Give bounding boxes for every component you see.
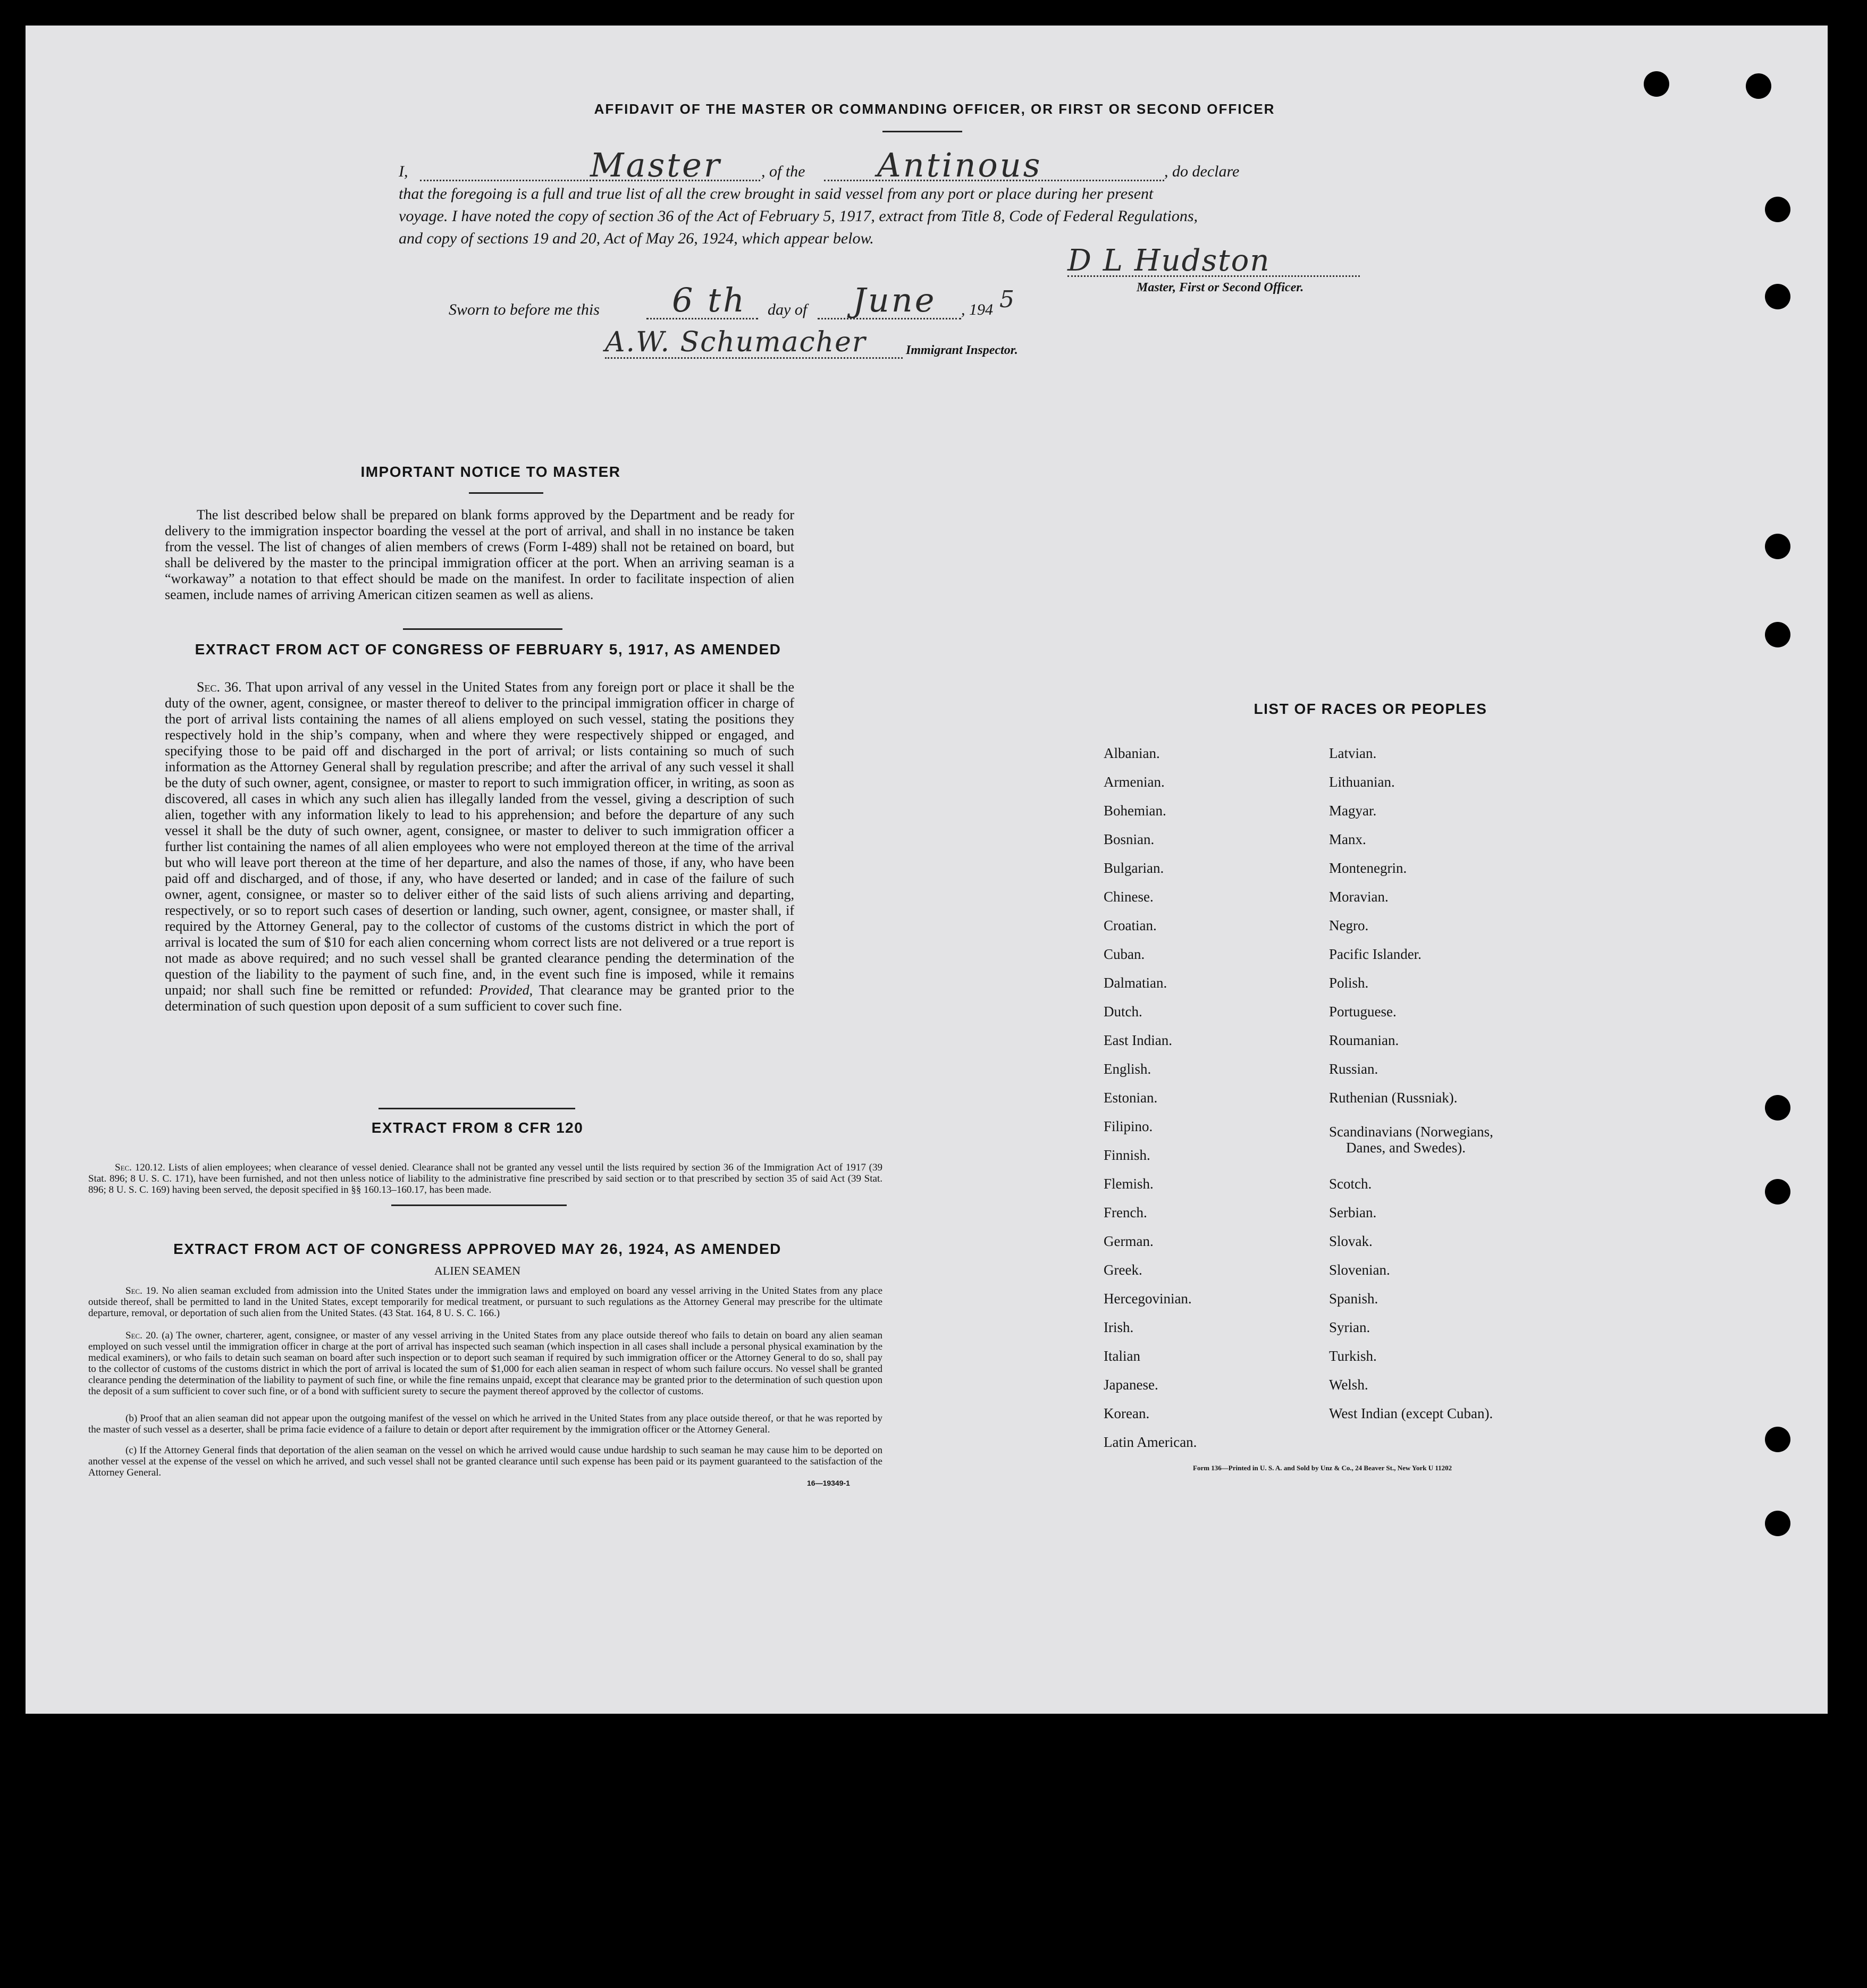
punch-hole <box>1765 197 1790 222</box>
divider <box>391 1204 567 1206</box>
pronoun: I, <box>399 163 408 180</box>
declaration-line-2: that the foregoing is a full and true list of all the crew brought in said vessel from any port or place during her present <box>399 185 1154 203</box>
of-the-label: , of the <box>761 163 805 180</box>
race-item: Polish. <box>1329 975 1369 991</box>
section-label: Sec. 19. <box>125 1285 159 1296</box>
cfr-text <box>88 1162 882 1195</box>
race-item: Dalmatian. <box>1104 975 1167 991</box>
officer-title-handwritten: Master <box>590 146 722 184</box>
declaration-line-3: voyage. I have noted the copy of section 36 of the Act of February 5, 1917, extract from Title 8, Code of Federal Regulations, <box>399 207 1198 225</box>
punch-hole <box>1765 284 1790 309</box>
sworn-prefix: Sworn to before me this <box>449 301 600 318</box>
race-item: Montenegrin. <box>1329 860 1407 876</box>
race-item: Syrian. <box>1329 1319 1370 1335</box>
officer-signature: D L Hudston <box>1067 243 1271 278</box>
declaration-line-4: and copy of sections 19 and 20, Act of May 26, 1924, which appear below. <box>399 230 874 247</box>
race-item: East Indian. <box>1104 1032 1172 1048</box>
inspector-caption: Immigrant Inspector. <box>906 343 1018 357</box>
race-item: West Indian (except Cuban). <box>1329 1405 1493 1421</box>
punch-hole <box>1765 622 1790 647</box>
race-item: Estonian. <box>1104 1090 1158 1106</box>
race-item: Slovak. <box>1329 1233 1373 1249</box>
race-item: Moravian. <box>1329 889 1389 905</box>
divider <box>469 492 543 494</box>
race-item: Latvian. <box>1329 745 1377 761</box>
section-19-text <box>88 1285 882 1319</box>
race-item: Croatian. <box>1104 917 1157 933</box>
race-item: Portuguese. <box>1329 1004 1397 1020</box>
divider <box>882 131 962 132</box>
section-20b-text: (b) Proof that an alien seaman did not appear upon the outgoing manifest of the vessel on which he arrived in the United States from any place outside thereof, or that he was reported by the master of such vessel as a deserter, shall be prima facie evidence of a failure to detain or deport after requirement by the immigration officer or the Attorney General. <box>88 1413 882 1435</box>
race-item: Scandinavians (Norwegians, <box>1329 1124 1493 1140</box>
race-item: Dutch. <box>1104 1004 1142 1020</box>
day-of-label: day of <box>768 301 808 318</box>
declaration-line-1 <box>399 148 1462 190</box>
punch-hole <box>1644 71 1669 97</box>
alien-seamen-subheading: ALIEN SEAMEN <box>434 1264 520 1277</box>
section-label: Sec. 36. <box>197 679 242 695</box>
race-item: Scotch. <box>1329 1176 1372 1192</box>
race-item: Filipino. <box>1104 1118 1153 1134</box>
section-body: No alien seaman excluded from admission into the United States under the immigration laws and employed on board any vessel arriving in the United States from any place outside thereof, shall be permitted to land in the United States, except temporarily for medical treatment, or pursuant to such regulations as the Attorney General may prescribe for the ultimate departure, removal, or deportation of such alien from the United States. (43 Stat. 164, 8 U. S. C. 166.) <box>88 1285 883 1319</box>
signature-line <box>605 357 903 359</box>
day-handwritten: 6 th <box>672 281 746 319</box>
race-item: Cuban. <box>1104 946 1145 962</box>
race-item: Japanese. <box>1104 1377 1158 1393</box>
section-body: That upon arrival of any vessel in the United States from any foreign port or place it shall be the duty of the owner, agent, consignee, or master thereof to deliver to the principal immigration officer in charge of the port of arrival lists containing the names of all aliens employed on such vessel, stating the positions they respectively hold in the ship’s company, when and where they were respectively shipped or engaged, and specifying those to be paid off and discharged in the port of arrival; or lists containing so much of such information as the Attorney General shall by regulation prescribe; and after the arrival of any such vessel it shall be the duty of such owner, agent, consignee, or master to report to such immigration officer, in writing, as soon as discovered, all cases in which any such alien has illegally landed from the vessel, giving a description of such alien, together with any information likely to lead to his apprehension; and before the departure of any such vessel it shall be the duty of such owner, agent, consignee, or master to deliver to such immigration officer a further list containing the names of all alien employees who were not employed thereon at the time of the arrival but who will leave port thereon at the time of her departure, and also the names of those, if any, who have been paid off and discharged, and of those, if any, who have deserted or landed; and in case of the failure of such owner, agent, consignee, or master so to deliver either of the said lists of such aliens arriving and departing, respectively, or so to report such cases of desertion or landing, such owner, agent, consignee, or master shall, if required by the Attorney General, pay to the collector of customs of the customs district in which the port of arrival is located the sum of $10 for each alien concerning whom correct lists are not delivered or a true report is not made as above required; and no such vessel shall be granted clearance pending the determination of the question of the liability to the payment of such fine, and, in the event such fine is imposed, while it remains unpaid; nor shall such fine be remitted or refunded: <box>165 679 795 998</box>
race-item: French. <box>1104 1204 1147 1220</box>
section-body: Lists of alien employees; when clearance of vessel denied. Clearance shall not be granted any vessel until the lists required by section 36 of the Immigration Act of 1917 (39 Stat. 896; 8 U. S. C. 171), have been furnished, and not then unless notice of liability to the administrative fine prescribed by said section or to that prescribed by section 35 of said Act (39 Stat. 896; 8 U. S. C. 169) having been served, the deposit specified in §§ 160.13–160.17, has been made. <box>88 1162 882 1195</box>
sworn-line <box>449 275 1140 318</box>
section-label: Sec. 20. <box>125 1330 158 1341</box>
section-20c-text: (c) If the Attorney General finds that deportation of the alien seaman on the vessel on which he arrived would cause undue hardship to such seaman he may cause him to be deported on another vessel at the expense of the vessel on which he arrived, and such vessel shall not be granted clearance until such expense has been paid or its payment guaranteed to the satisfaction of the Attorney General. <box>88 1445 882 1478</box>
divider <box>379 1108 575 1109</box>
affidavit-title: AFFIDAVIT OF THE MASTER OR COMMANDING OFFICER, OR FIRST OR SECOND OFFICER <box>594 101 1275 117</box>
race-item: Welsh. <box>1329 1377 1368 1393</box>
races-heading: LIST OF RACES OR PEOPLES <box>1254 701 1487 717</box>
race-item: English. <box>1104 1061 1151 1077</box>
race-item: Chinese. <box>1104 889 1154 905</box>
race-item: Irish. <box>1104 1319 1134 1335</box>
punch-hole <box>1765 1095 1790 1121</box>
punch-hole <box>1746 73 1771 99</box>
race-item: Bulgarian. <box>1104 860 1164 876</box>
race-item: Italian <box>1104 1348 1140 1364</box>
race-item: Albanian. <box>1104 745 1160 761</box>
punch-hole <box>1765 1427 1790 1452</box>
race-item: Ruthenian (Russniak). <box>1329 1090 1458 1106</box>
race-item: Armenian. <box>1104 774 1165 790</box>
race-item: Pacific Islander. <box>1329 946 1422 962</box>
extract-cfr-heading: EXTRACT FROM 8 CFR 120 <box>371 1119 584 1136</box>
race-item: Turkish. <box>1329 1348 1377 1364</box>
extract-1924-heading: EXTRACT FROM ACT OF CONGRESS APPROVED MAY 26, 1924, AS AMENDED <box>173 1241 781 1257</box>
document-page <box>26 26 1828 1714</box>
year-printed: , 194 <box>961 301 993 318</box>
race-item: German. <box>1104 1233 1154 1249</box>
race-item: Hercegovinian. <box>1104 1291 1192 1307</box>
section-36-text <box>165 679 794 1014</box>
race-item: Spanish. <box>1329 1291 1378 1307</box>
extract-1917-heading: EXTRACT FROM ACT OF CONGRESS OF FEBRUARY 5, 1917, AS AMENDED <box>195 641 781 658</box>
form-code: 16—19349-1 <box>807 1479 850 1487</box>
race-item: Finnish. <box>1104 1147 1150 1163</box>
punch-hole <box>1765 1179 1790 1204</box>
provided-label: Provided, <box>479 982 533 998</box>
race-item: Latin American. <box>1104 1434 1197 1450</box>
punch-hole <box>1765 534 1790 559</box>
punch-hole <box>1765 1511 1790 1536</box>
race-item: Greek. <box>1104 1262 1142 1278</box>
race-item: Bohemian. <box>1104 803 1166 819</box>
year-handwritten: 5 <box>999 286 1016 313</box>
race-item: Manx. <box>1329 831 1366 847</box>
section-20a-text <box>88 1330 882 1397</box>
race-item: Lithuanian. <box>1329 774 1395 790</box>
provided-text: That clearance may be granted prior to the determination of such question upon deposit of a sum sufficient to cover such fine. <box>165 982 795 1014</box>
race-item: Magyar. <box>1329 803 1377 819</box>
race-item: Russian. <box>1329 1061 1378 1077</box>
race-item: Roumanian. <box>1329 1032 1399 1048</box>
race-item: Danes, and Swedes). <box>1346 1140 1466 1156</box>
race-item: Korean. <box>1104 1405 1150 1421</box>
form-footer: Form 136—Printed in U. S. A. and Sold by Unz & Co., 24 Beaver St., New York U 11202 <box>1193 1464 1452 1472</box>
race-item: Serbian. <box>1329 1204 1377 1220</box>
do-declare-label: , do declare <box>1164 163 1240 180</box>
notice-heading: IMPORTANT NOTICE TO MASTER <box>360 464 621 480</box>
notice-body: The list described below shall be prepared on blank forms approved by the Department and be ready for delivery to the immigration inspector boarding the vessel at the port of arrival, and shall in no instance be taken from the vessel. The list of changes of alien members of crews (Form I-489) shall not be retained on board, but shall be delivered by the master to the principal immigration officer at the port. When an arriving seaman is a “workaway” a notation to that effect should be made on the manifest. In order to facilitate inspection of alien seamen, include names of arriving American citizen seamen as well as aliens. <box>165 507 794 602</box>
inspector-signature: A.W. Schumacher <box>605 326 867 358</box>
officer-caption: Master, First or Second Officer. <box>1137 281 1304 294</box>
race-item: Negro. <box>1329 917 1369 933</box>
vessel-name-handwritten: Antinous <box>877 146 1042 184</box>
race-item: Bosnian. <box>1104 831 1155 847</box>
section-body: (a) The owner, charterer, agent, consignee, or master of any vessel arriving in the United States from any place outside thereof who fails to detain on board any alien seaman employed on such vessel until the immigration officer in charge at the port of arrival has inspected such seaman (which inspection in all cases shall include a personal physical examination by the medical examiners), or who fails to detain such seaman on board after such inspection or to deport such seaman if required by such immigration officer or the Attorney General to do so, shall pay to the collector of customs of the customs district in which the port of arrival is located the sum of $1,000 for each alien seaman in respect of whom such failure occurs. No vessel shall be granted clearance pending the determination of the liability to payment of such fine, or while the fine remains unpaid, except that clearance may be granted prior to the determination of such question upon the deposit of a sum sufficient to cover such fine, or of a bond with sufficient surety to secure the payment thereof approved by the collector of customs. <box>88 1330 882 1397</box>
month-handwritten: June <box>853 281 937 319</box>
race-item: Slovenian. <box>1329 1262 1390 1278</box>
section-label: Sec. 120.12. <box>115 1162 165 1173</box>
divider <box>403 628 562 630</box>
race-item: Flemish. <box>1104 1176 1154 1192</box>
